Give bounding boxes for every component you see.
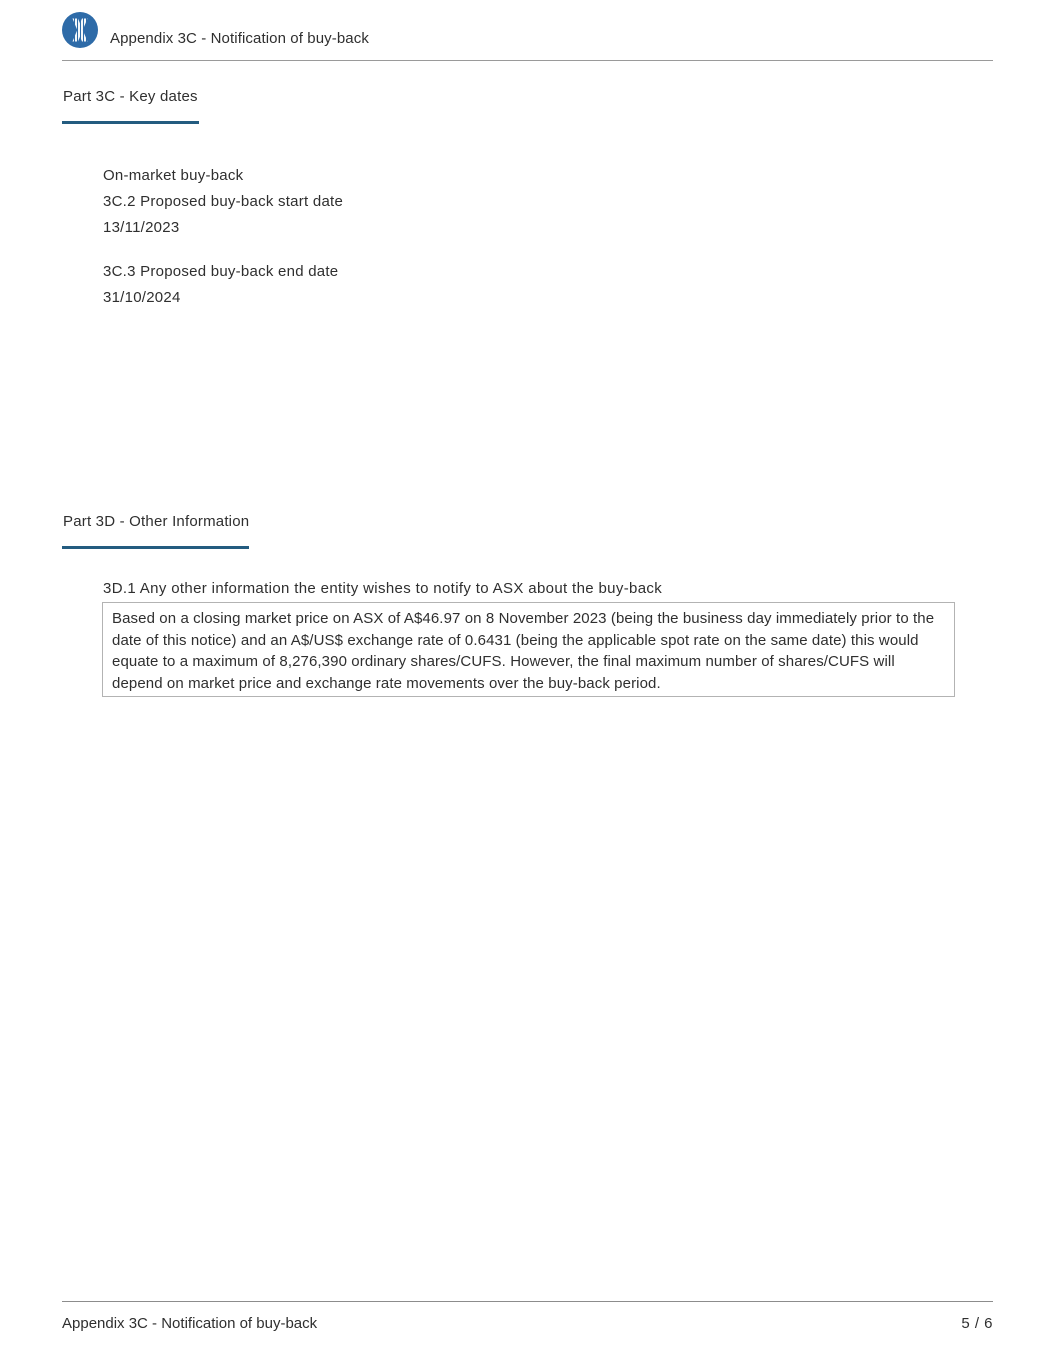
part-3c-heading: Part 3C - Key dates [63, 88, 198, 105]
page-number: 5 / 6 [961, 1315, 993, 1332]
page-header [62, 0, 993, 61]
field-label-end-date: 3C.3 Proposed buy-back end date [103, 263, 339, 280]
part-3d-heading: Part 3D - Other Information [63, 513, 250, 530]
document-title: Appendix 3C - Notification of buy-back [110, 30, 369, 47]
part-3c-heading-rule [62, 121, 199, 124]
question-3d1-label: 3D.1 Any other information the entity wishes to notify to ASX about the buy-back [103, 580, 663, 597]
field-value-end-date: 31/10/2024 [103, 289, 181, 306]
buyback-type-label: On-market buy-back [103, 167, 244, 184]
question-3d1-answer-box: Based on a closing market price on ASX of A$46.97 on 8 November 2023 (being the business day immediately prior to the date of this notice) and an A$/US$ exchange rate of 0.6431 (being the applicable spot rate on the same date) this would equate to a maximum of 8,276,390 ordinary shares/CUFS. However, the final maximum number of shares/CUFS will depend on market price and exchange rate movements over the buy-back period. [102, 602, 955, 697]
part-3d-heading-rule [62, 546, 249, 549]
page-footer [62, 1301, 993, 1332]
footer-document-title: Appendix 3C - Notification of buy-back [62, 1315, 318, 1332]
field-label-start-date: 3C.2 Proposed buy-back start date [103, 193, 344, 210]
part-3c-content [103, 163, 343, 311]
field-value-start-date: 13/11/2023 [103, 219, 180, 236]
asx-logo-icon [62, 12, 98, 48]
